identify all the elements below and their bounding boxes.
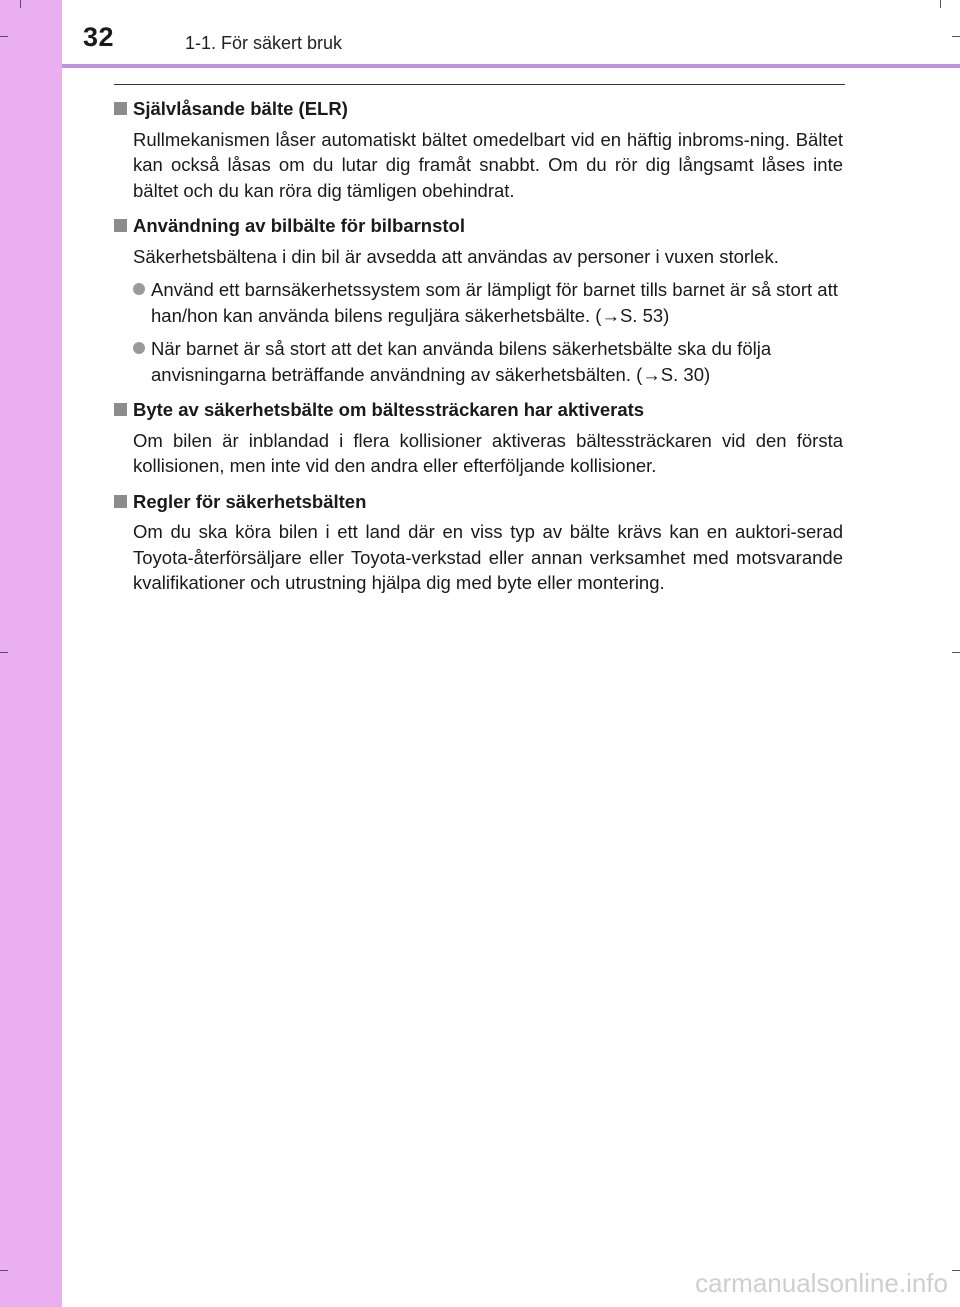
crop-mark	[0, 652, 8, 653]
list-item-text: När barnet är så stort att det kan använda bilens säkerhetsbälte ska du följa anvisningarna beträffande användning av säkerhetsbälten. (→S. 30)	[151, 338, 772, 385]
section-heading-text: Byte av säkerhetsbälte om bältessträckaren har aktiverats	[133, 399, 645, 420]
content-top-rule	[114, 84, 845, 85]
square-bullet-icon	[114, 102, 127, 115]
section-text: Om bilen är inblandad i flera kollisioner aktiveras bältessträckaren vid den första kollisionen, men inte vid den andra eller efterföljande kollisioner.	[133, 429, 843, 476]
section-heading-text: Självlåsande bälte (ELR)	[133, 98, 348, 119]
section-heading	[113, 397, 843, 423]
crop-mark	[20, 0, 21, 8]
crop-mark	[940, 0, 941, 8]
section-heading	[113, 489, 843, 515]
circle-bullet-icon	[133, 342, 145, 354]
page-body	[113, 96, 843, 606]
list-item	[133, 336, 843, 387]
section-heading	[113, 213, 843, 239]
square-bullet-icon	[114, 495, 127, 508]
crop-mark	[952, 1270, 960, 1271]
side-color-band	[0, 0, 62, 1307]
section-heading-text: Regler för säkerhetsbälten	[133, 490, 367, 512]
list-item	[133, 277, 843, 328]
watermark: carmanualsonline.info	[695, 1268, 948, 1298]
section-pretensioner	[113, 397, 843, 479]
crop-mark	[0, 36, 8, 37]
section-child-seat	[113, 213, 843, 387]
list-item-text: Använd ett barnsäkerhetssystem som är lämpligt för barnet tills barnet är så stort att han/hon kan använda bilens reguljära säkerhetsbälte. (→S. 53)	[151, 279, 838, 326]
section-elr	[113, 96, 843, 203]
section-text: Om du ska köra bilen i ett land där en viss typ av bälte krävs kan en auktori-serad Toyota-återförsäljare eller Toyota-verkstad eller annan verksamhet med motsvarande kvalifikationer och utrustning hjälpa dig med byte eller montering.	[133, 521, 843, 593]
section-text: Rullmekanismen låser automatiskt bältet omedelbart vid en häftig inbroms-ning. Bältet kan också låsas om du lutar dig framåt snabbt. Om du rör dig långsamt låses inte bältet och du kan röra dig tämligen obehindrat.	[133, 128, 843, 201]
crop-mark	[952, 652, 960, 653]
square-bullet-icon	[114, 219, 127, 232]
crop-mark	[952, 36, 960, 37]
section-heading	[113, 96, 843, 122]
section-heading-text: Användning av bilbälte för bilbarnstol	[133, 215, 465, 236]
circle-bullet-icon	[133, 283, 145, 295]
section-text: Säkerhetsbältena i din bil är avsedda att användas av personer i vuxen storlek.	[133, 245, 779, 267]
crop-mark	[0, 1270, 8, 1271]
chapter-title: 1-1. För säkert bruk	[185, 33, 343, 53]
square-bullet-icon	[114, 403, 127, 416]
section-regulations	[113, 489, 843, 596]
page-number: 32	[83, 22, 115, 52]
